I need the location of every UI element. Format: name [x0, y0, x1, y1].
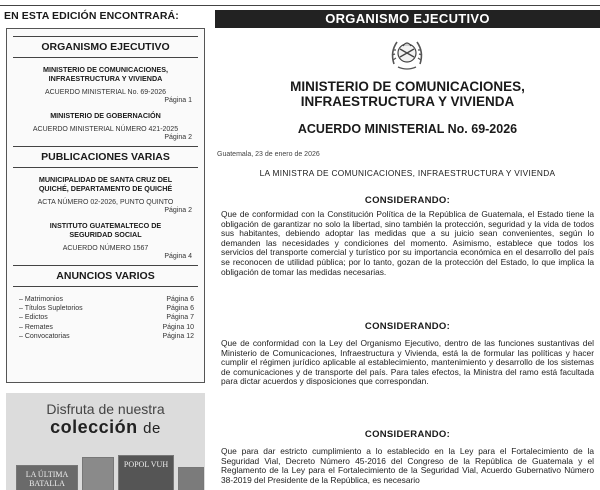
- promo-line1: Disfruta de nuestra: [46, 401, 165, 417]
- toc-section-organismo: ORGANISMO EJECUTIVO: [13, 36, 198, 58]
- anuncio-label: – Matrimonios: [19, 296, 63, 303]
- ministry-line1: MINISTERIO DE COMUNICACIONES,: [290, 79, 525, 94]
- toc-entry-document: ACUERDO MINISTERIAL No. 69-2026: [44, 89, 167, 96]
- anuncio-label: – Remates: [19, 323, 53, 331]
- toc-entry-title: MUNICIPALIDAD DE SANTA CRUZ DEL QUICHÉ, DEPARTAMENTO DE QUICHÉ: [38, 175, 173, 193]
- considerando-heading: CONSIDERANDO:: [364, 321, 451, 332]
- considerando-heading: CONSIDERANDO:: [364, 195, 451, 206]
- toc-section-anuncios: ANUNCIOS VARIOS: [13, 265, 198, 287]
- anuncio-page: Página 6: [166, 305, 194, 313]
- book-cover: [118, 455, 174, 490]
- list-item[interactable]: [19, 323, 194, 332]
- considerando-heading: CONSIDERANDO:: [364, 429, 451, 440]
- anuncio-label: – Títulos Supletorios: [19, 305, 83, 313]
- dateline: Guatemala, 23 de enero de 2026: [217, 151, 320, 158]
- main-column: [215, 10, 600, 490]
- list-item[interactable]: [19, 295, 194, 304]
- minister-line: LA MINISTRA DE COMUNICACIONES, INFRAESTRUCTURA Y VIVIENDA: [259, 168, 556, 178]
- toc-entry-title: INSTITUTO GUATEMALTECO DE SEGURIDAD SOCIAL: [49, 221, 162, 239]
- table-of-contents: [6, 28, 205, 383]
- collection-promo[interactable]: [6, 393, 205, 490]
- list-item[interactable]: [19, 332, 194, 341]
- section-banner: ORGANISMO EJECUTIVO: [215, 10, 600, 28]
- anuncio-label: – Convocatorias: [19, 332, 70, 340]
- toc-section-publicaciones: PUBLICACIONES VARIAS: [13, 146, 198, 168]
- book-title: LA ÚLTIMA BATALLA: [25, 470, 69, 488]
- book-cover: [82, 457, 114, 490]
- anuncio-page: Página 10: [162, 323, 194, 331]
- toc-entry-page: Página 4: [164, 253, 192, 260]
- left-column: [0, 10, 208, 490]
- toc-entry-page: Página 2: [164, 207, 192, 214]
- toc-entry-document: ACUERDO MINISTERIAL NÚMERO 421-2025: [32, 126, 179, 133]
- anuncio-label: – Edictos: [19, 314, 48, 322]
- top-rule: [0, 0, 600, 6]
- promo-highlight: colección: [50, 417, 138, 437]
- coat-of-arms-icon: [388, 34, 426, 74]
- anuncio-page: Página 7: [166, 314, 194, 322]
- acuerdo-title: ACUERDO MINISTERIAL No. 69-2026: [297, 122, 518, 136]
- book-cover: [16, 465, 78, 490]
- list-item[interactable]: [19, 313, 194, 322]
- toc-entry[interactable]: [7, 221, 204, 260]
- edition-header: EN ESTA EDICIÓN ENCONTRARÁ:: [4, 10, 179, 22]
- book-covers: [16, 451, 205, 490]
- promo-line2-rest: de: [143, 420, 161, 437]
- ministry-title: [215, 79, 600, 109]
- anuncio-page: Página 12: [162, 332, 194, 340]
- ministry-line2: INFRAESTRUCTURA Y VIVIENDA: [300, 94, 515, 109]
- toc-entry-document: ACTA NÚMERO 02-2026, PUNTO QUINTO: [37, 199, 174, 206]
- toc-entry-document: ACUERDO NÚMERO 1567: [62, 245, 149, 252]
- promo-line2: [6, 417, 205, 438]
- list-item[interactable]: [19, 304, 194, 313]
- book-cover: [178, 467, 204, 490]
- toc-entry[interactable]: [7, 175, 204, 214]
- considerando-paragraph: Que de conformidad con la Constitución Política de la República de Guatemala, el Estado tiene la obligación de garantizar no solo la libertad, sino también la protección, seguridad y la vida de todos sus habitantes, debiendo adoptar las medidas que a su juicio sean convenientes, según lo demanden las necesidades y condiciones del momento. Asimismo, establece que todos los servicios del transporte comercial y turístico por su importancia económica en el desarrollo del país se reconocen de utilidad pública; por lo tanto, gozan de la protección del Estado, lo que implica la obligación de tomar las medidas necesarias.: [221, 209, 594, 277]
- toc-entry[interactable]: [7, 111, 204, 141]
- anuncios-list: [7, 295, 204, 341]
- considerando-paragraph: Que de conformidad con la Ley del Organismo Ejecutivo, dentro de las funciones sustantivas del Ministerio de Comunicaciones, Infraestructura y Vivienda, está la de formular las políticas y hacer cumplir el régimen jurídico aplicable al establecimiento, mantenimiento y desarrollo de los sistemas de comunicaciones y de transporte del país. Para tales efectos, la Ministra del ramo está facultada para dictar acuerdos y disposiciones que correspondan.: [221, 338, 594, 387]
- toc-entry[interactable]: [7, 65, 204, 104]
- toc-entry-page: Página 2: [164, 134, 192, 141]
- anuncio-page: Página 6: [166, 296, 194, 303]
- toc-entry-page: Página 1: [164, 97, 192, 104]
- book-title: POPOL VUH: [123, 460, 169, 469]
- considerando-paragraph: Que para dar estricto cumplimiento a lo establecido en la Ley para el Fortalecimiento de la Seguridad Vial, Decreto Número 45-2016 del Congreso de la República de Guatemala y el Reglamento de la Ley para el Fortalecimiento de la Seguridad Vial, Acuerdo Gubernativo Número 38-2019 del Presidente de la República, es necesario: [221, 446, 594, 485]
- toc-entry-title: MINISTERIO DE COMUNICACIONES, INFRAESTRUCTURA Y VIVIENDA: [43, 65, 168, 83]
- toc-entry-title: MINISTERIO DE GOBERNACIÓN: [50, 111, 161, 120]
